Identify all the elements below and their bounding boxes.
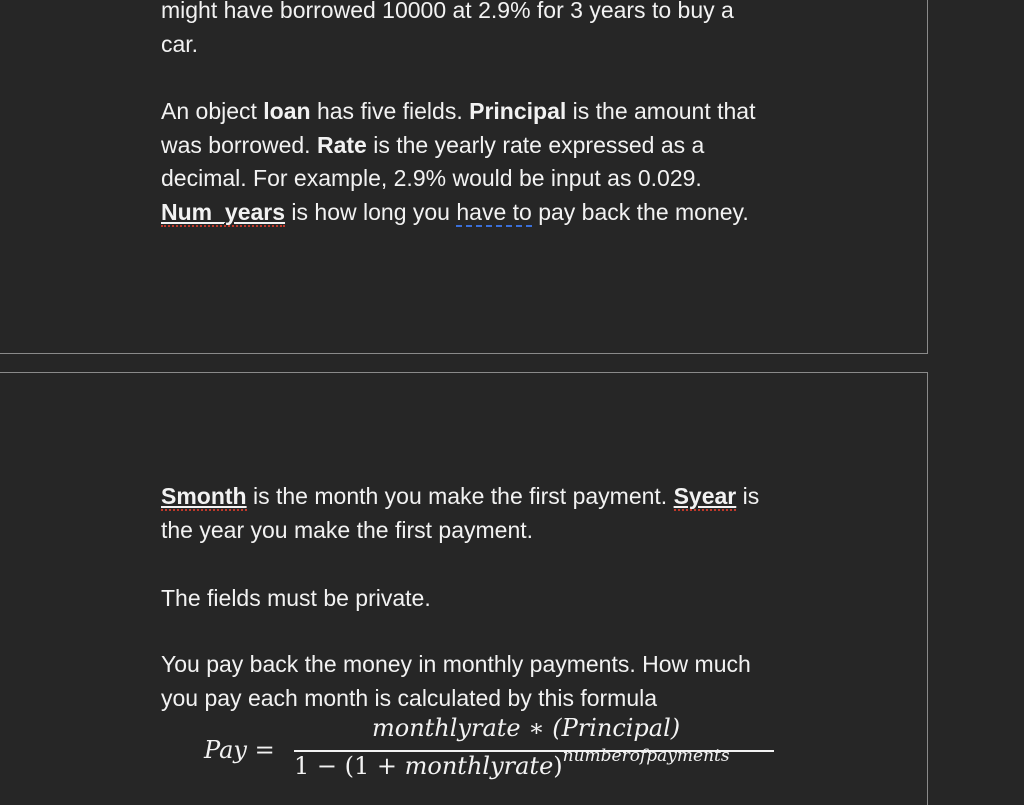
intro-line-2: car.	[161, 30, 199, 57]
page-gap	[0, 354, 928, 372]
grammar-flag: have to	[456, 198, 532, 225]
pay-line-2: you pay each month is calculated by this formula	[161, 684, 658, 711]
pay-line-1: You pay back the money in monthly payments. How much	[161, 651, 751, 677]
term-num-years: Num_years	[161, 198, 286, 225]
formula-numerator: monthlyrate ∗ (Principal)	[372, 714, 681, 742]
term-rate: Rate	[316, 131, 367, 158]
loan-line-3: decimal. For example, 2.9% would be input as 0.029.	[161, 165, 702, 191]
term-loan: loan	[263, 98, 311, 124]
intro-line-1: might have borrowed 10000 at 2.9% for 3 years to buy a	[161, 0, 734, 23]
loan-line-2: was borrowed. Rate is the yearly rate expressed as a	[161, 131, 705, 158]
loan-line-1: An object loan has five fields. Principal is the amount that	[161, 98, 756, 124]
formula-lhs: Pay =	[204, 736, 275, 764]
smonth-syear-paragraph	[161, 480, 841, 547]
smonth-line-2: the year you make the first payment.	[161, 516, 534, 543]
payment-paragraph	[161, 648, 841, 715]
payment-formula	[204, 712, 784, 792]
formula-denominator: 1 − (1 + monthlyrate)$^{numberofpayments}$	[294, 746, 730, 780]
term-principal: Principal	[469, 98, 567, 124]
smonth-line-1: Smonth is the month you make the first payment. Syear is	[161, 483, 760, 509]
intro-paragraph-continuation	[161, 0, 841, 61]
term-syear: Syear	[673, 483, 737, 509]
term-smonth: Smonth	[161, 483, 247, 509]
right-margin	[928, 0, 1024, 805]
loan-line-4: Num_years is how long you have to pay back the money.	[161, 198, 749, 225]
formula-exponent: numberofpayments	[562, 746, 730, 766]
loan-fields-paragraph	[161, 95, 841, 229]
private-fields-paragraph: The fields must be private.	[161, 585, 431, 611]
